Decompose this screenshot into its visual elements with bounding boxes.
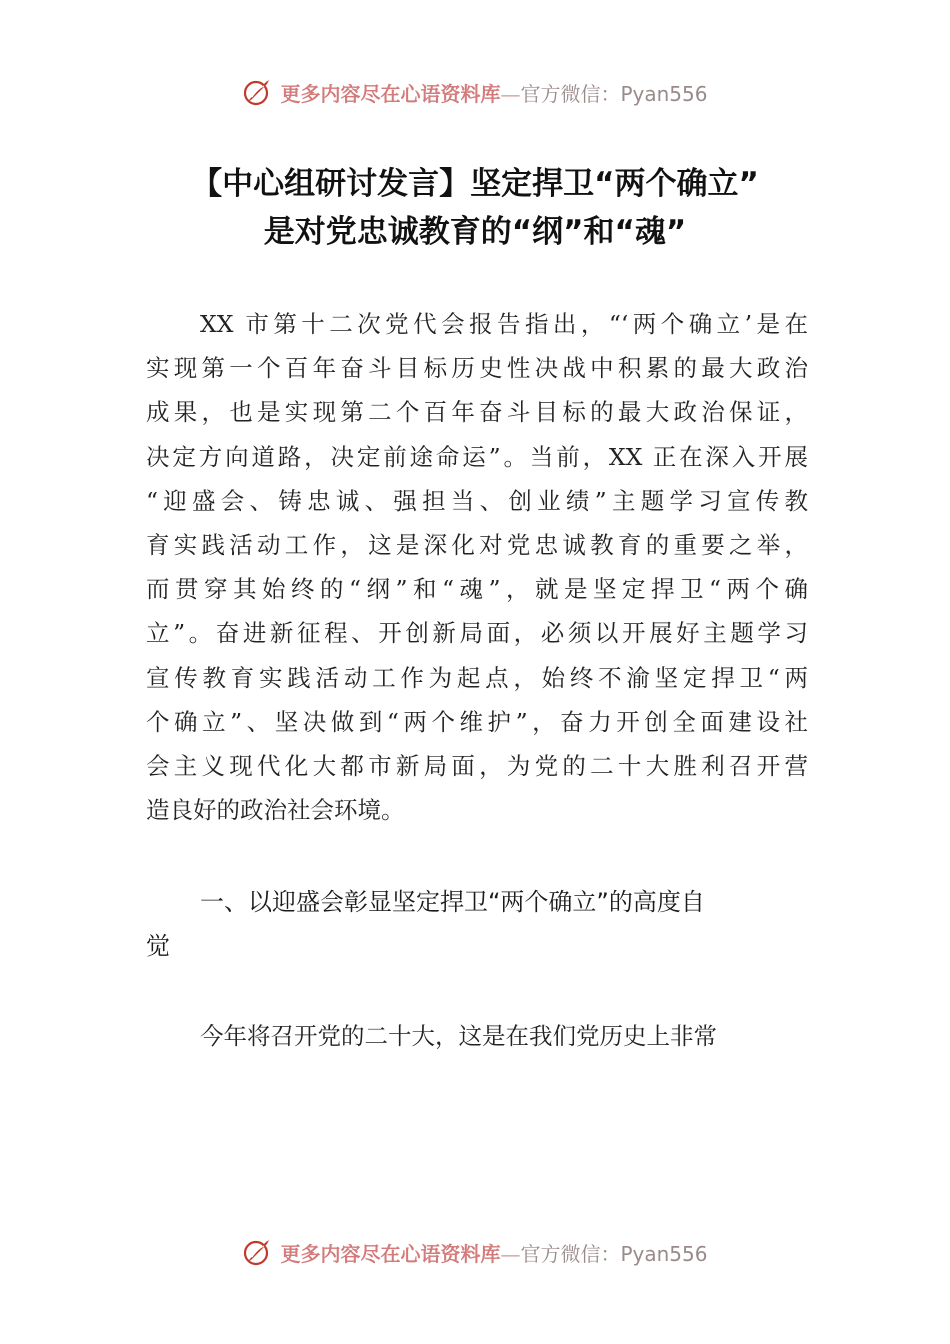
banner-main-text: 更多内容尽在心语资料库	[280, 81, 501, 106]
paragraph-line: XX 市第十二次党代会报告指出，“‘两个确立’是在	[200, 310, 808, 338]
paragraph-line: 造良好的政治社会环境。	[146, 796, 405, 825]
paragraph-line: 个确立”、坚决做到“两个维护”，奋力开创全面建设社	[146, 707, 808, 736]
paragraph-line: 宣传教育实践活动工作为起点，始终不渝坚定捍卫“两	[146, 663, 808, 692]
paragraph-intro	[146, 302, 808, 832]
document-title	[80, 160, 870, 256]
section-heading-1	[146, 880, 808, 968]
banner-text	[280, 1238, 707, 1267]
paragraph-line: 今年将召开党的二十大，这是在我们党历史上非常	[200, 1022, 717, 1050]
banner-text	[280, 78, 707, 107]
banner-separator: —	[500, 81, 521, 106]
banner-wechat-text: 官方微信：Pyan556	[520, 81, 708, 106]
banner-separator: —	[500, 1241, 521, 1266]
paragraph-line: “迎盛会、铸忠诚、强担当、创业绩”主题学习宣传教	[146, 486, 808, 515]
footer-banner	[0, 1232, 950, 1272]
paragraph-section-1	[146, 1014, 808, 1058]
paragraph-line: 育实践活动工作，这是深化对党忠诚教育的重要之举，	[146, 531, 808, 560]
title-line-2: 是对党忠诚教育的“纲”和“魂”	[263, 214, 687, 250]
banner-wechat-text: 官方微信：Pyan556	[520, 1241, 708, 1266]
paragraph-line: 而贯穿其始终的“纲”和“魂”，就是坚定捍卫“两个确	[146, 575, 808, 604]
quill-logo-icon	[242, 77, 272, 107]
paragraph-line: 成果，也是实现第二个百年奋斗目标的最大政治保证，	[146, 398, 808, 427]
quill-logo-icon	[242, 1237, 272, 1267]
header-banner	[0, 72, 950, 112]
paragraph-line: 会主义现代化大都市新局面，为党的二十大胜利召开营	[146, 752, 808, 781]
heading-line-2: 觉	[146, 932, 170, 960]
paragraph-line: 实现第一个百年奋斗目标历史性决战中积累的最大政治	[146, 354, 808, 383]
paragraph-line: 立”。奋进新征程、开创新局面，必须以开展好主题学习	[146, 619, 808, 648]
heading-line-1: 一、以迎盛会彰显坚定捍卫“两个确立”的高度自	[200, 888, 705, 916]
paragraph-line: 决定方向道路，决定前途命运”。当前，XX 正在深入开展	[146, 442, 808, 471]
title-line-1: 【中心组研讨发言】坚定捍卫“两个确立”	[191, 166, 759, 202]
banner-main-text: 更多内容尽在心语资料库	[280, 1241, 501, 1266]
